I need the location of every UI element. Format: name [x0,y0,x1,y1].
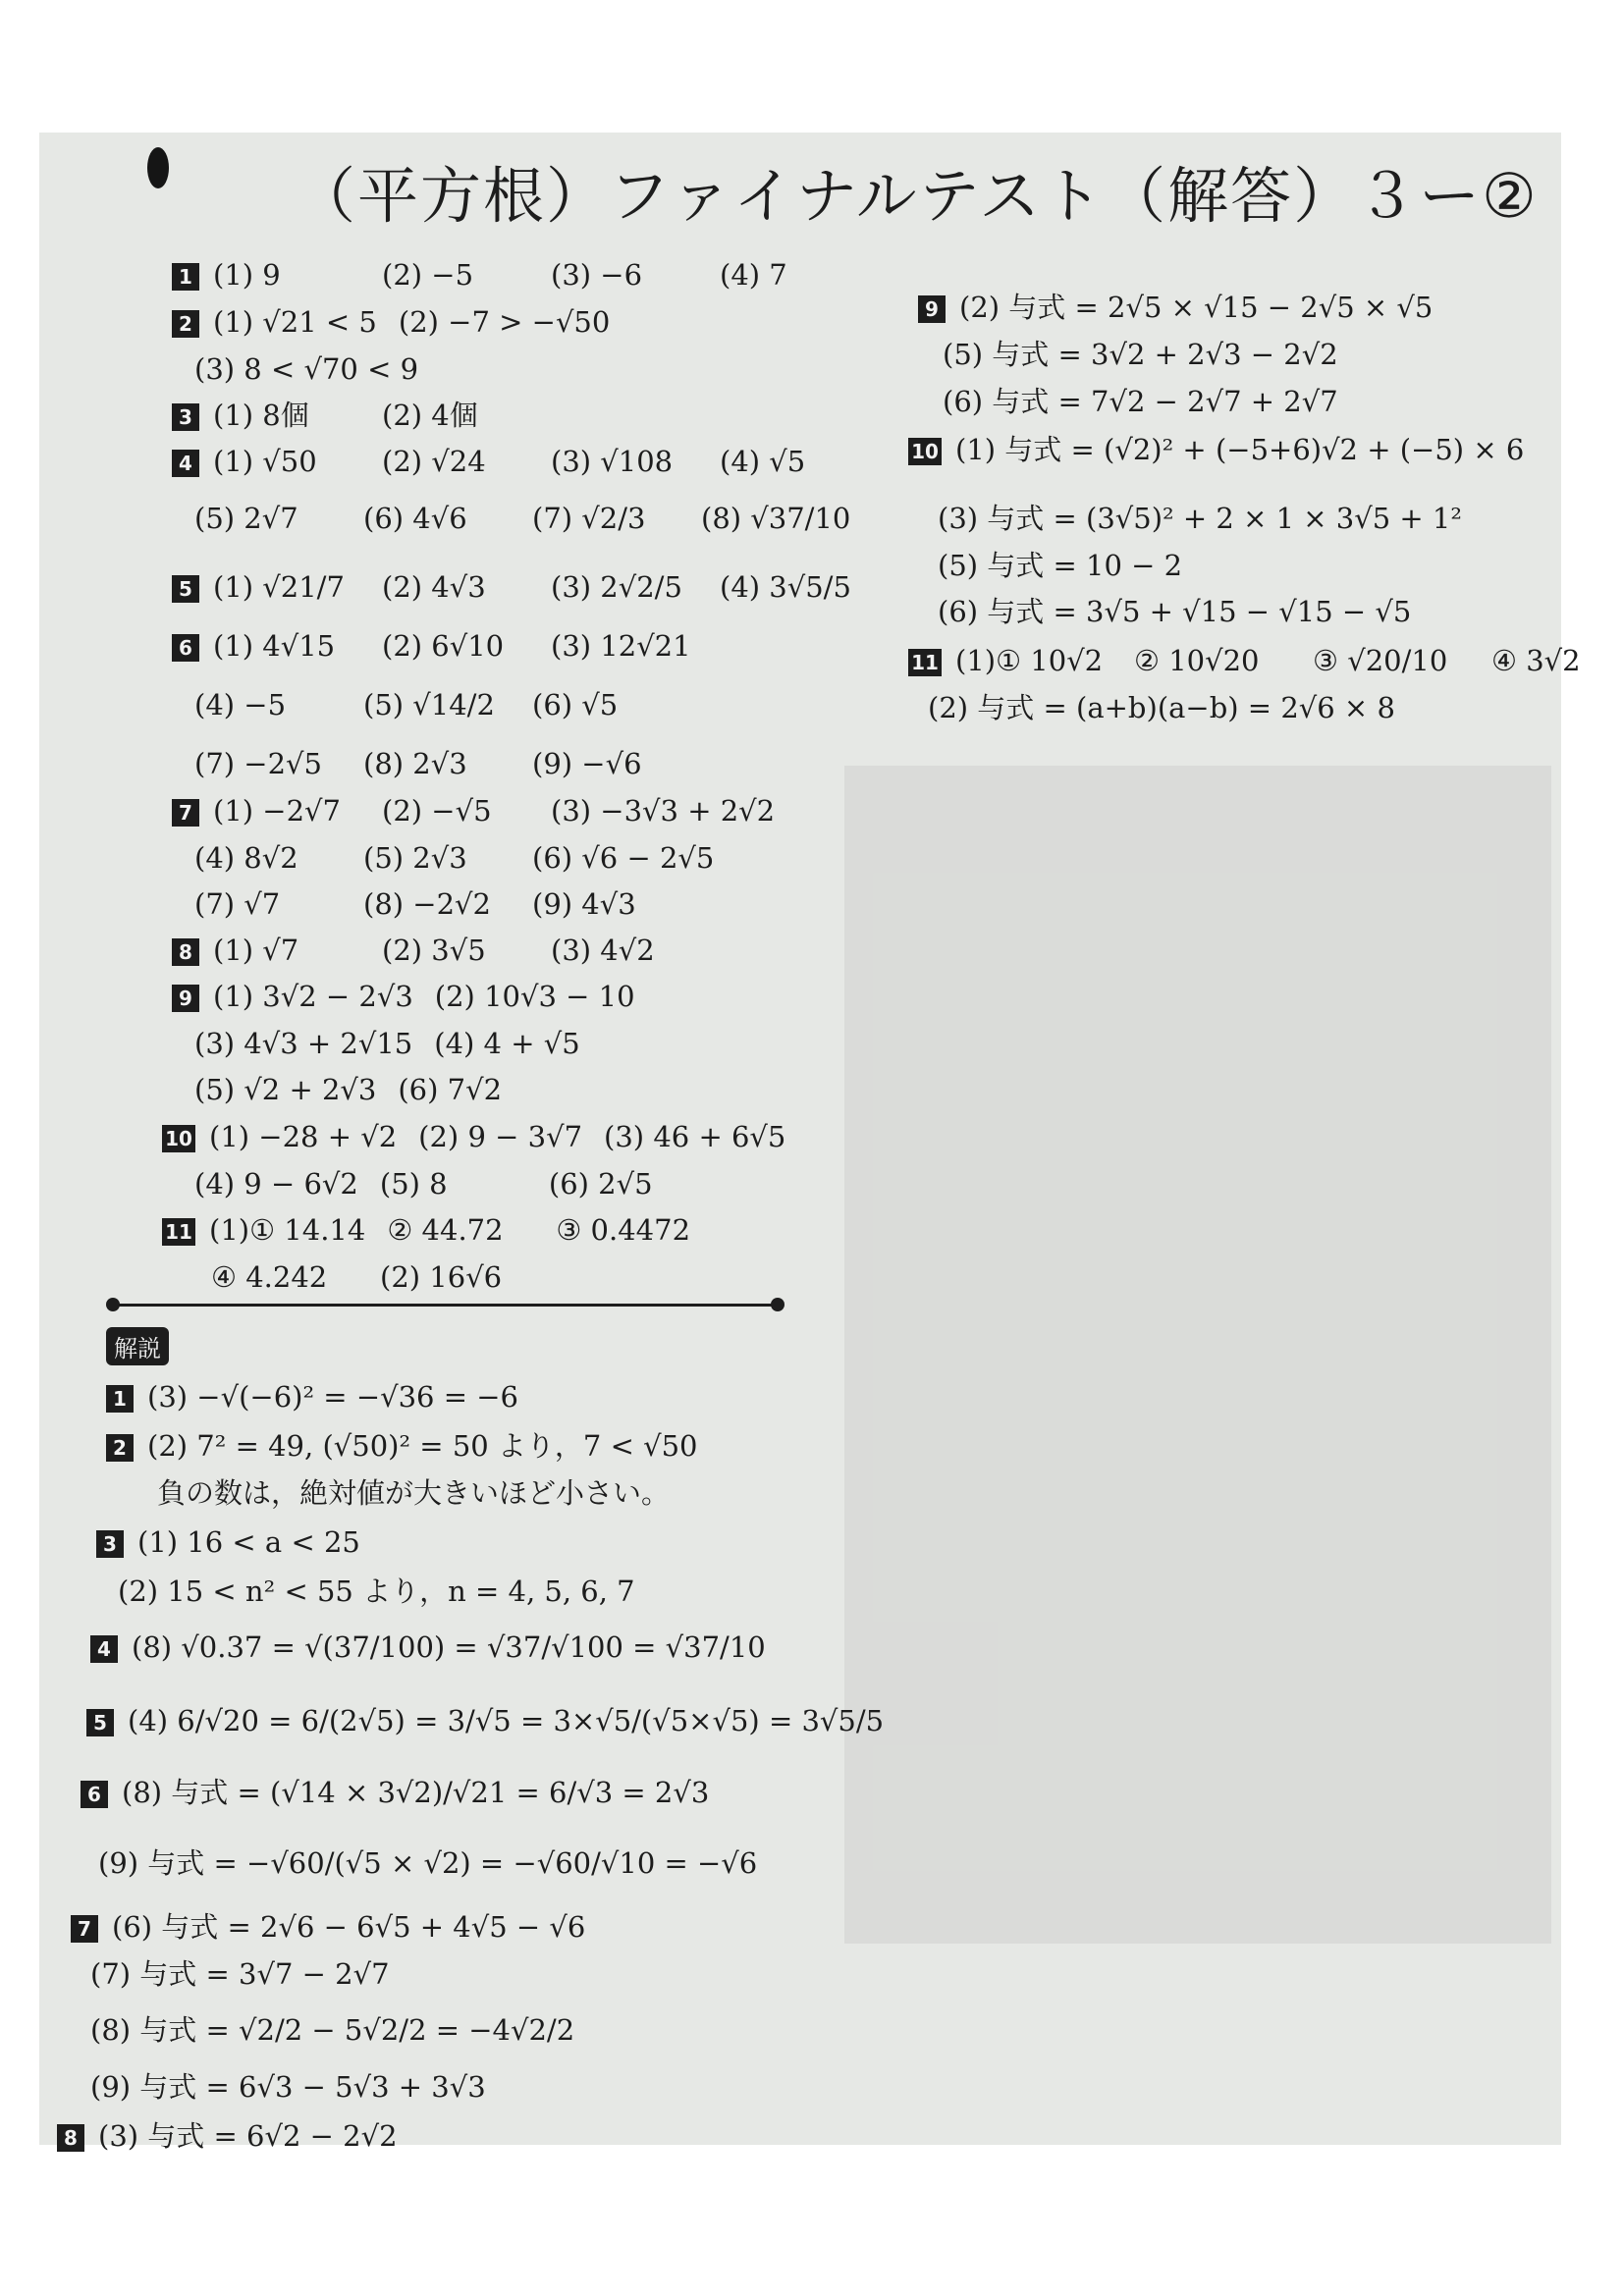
explanation-text: (3) 与式 = 6√2 − 2√2 [98,2119,398,2153]
problem-number: 3 [172,403,199,431]
problem-number: 3 [96,1530,124,1558]
answer-item: ③ √20/10 [1313,644,1448,677]
answer-item: (6) √5 [532,688,619,721]
explanation-line [106,1428,698,1464]
problem-number: 2 [172,310,199,338]
explanation-text: (1) 16 < a < 25 [137,1525,360,1559]
answer-item: (6) √6 − 2√5 [532,841,715,875]
answer-item: (2) 4√3 [382,570,486,604]
answer-item: ③ 0.4472 [556,1213,691,1247]
explanation-line [90,2069,486,2105]
answer-row [172,398,551,433]
answer-row [194,840,735,876]
answer-row [943,337,1360,372]
problem-number: 5 [172,575,199,603]
answer-item: (2) 与式 = 2√5 × √15 − 2√5 × √5 [959,291,1434,324]
problem-number: 6 [81,1781,108,1808]
answer-item: (7) √2/3 [532,502,646,535]
answer-item: (4) −5 [194,688,287,721]
answer-row [172,444,889,479]
explanation-line [71,1909,585,1945]
kaisetsu-label: 解説 [106,1327,169,1365]
answer-item: (1) 与式 = (√2)² + (−5+6)√2 + (−5) × 6 [955,433,1525,466]
answer-item: (6) 2√5 [548,1167,653,1201]
answer-row [194,886,701,922]
problem-number: 1 [172,263,199,291]
answer-item: (5) 与式 = 3√2 + 2√3 − 2√2 [943,338,1338,371]
answer-item: (3) 4√2 [551,934,655,967]
explanation-text: (9) 与式 = −√60/(√5 × √2) = −√60/√10 = −√6 [98,1846,758,1880]
answer-item: (1) −28 + √2 [209,1120,398,1153]
answer-item: (1) −2√7 [213,794,341,828]
answer-item: (6) 与式 = 7√2 − 2√7 + 2√7 [943,385,1338,418]
divider-dot-left [106,1298,120,1311]
answer-row [211,1259,549,1295]
answer-item: (4) 8√2 [194,841,298,875]
explanation-line [118,1574,635,1609]
answer-row [943,384,1360,419]
answer-item: (1) 4√15 [213,629,336,663]
answer-row [172,257,889,293]
answer-row [162,1212,725,1248]
answer-item: (3) 与式 = (3√5)² + 2 × 1 × 3√5 + 1² [938,502,1462,535]
section-divider [113,1304,774,1307]
answer-row [908,432,1545,467]
explanation-text: (3) −√(−6)² = −√36 = −6 [147,1380,518,1414]
answer-item: (3) −3√3 + 2√2 [551,794,776,828]
answer-item: (2) √24 [382,445,486,478]
answer-item: (8) √37/10 [701,502,851,535]
answer-item: (4) 3√5/5 [720,570,851,604]
explanation-line [57,2118,398,2154]
answer-item: (2) 与式 = (a+b)(a−b) = 2√6 × 8 [928,691,1395,724]
answer-row [194,1072,567,1107]
answer-item: (1) √21/7 [213,570,345,604]
answer-row [172,979,657,1014]
answer-item: (6) 7√2 [398,1073,503,1106]
explanation-text: (8) 与式 = √2/2 − 5√2/2 = −4√2/2 [90,2013,575,2047]
answer-item: (2) 9 − 3√7 [418,1120,583,1153]
answer-row [194,746,701,781]
answer-item: (3) −6 [551,258,643,292]
answer-item: (4) 7 [720,258,787,292]
explanation-text: (9) 与式 = 6√3 − 5√3 + 3√3 [90,2070,486,2104]
answer-item: ② 44.72 [387,1213,504,1247]
problem-number: 4 [172,450,199,477]
answer-item: (1) √50 [213,445,317,478]
problem-number: 11 [162,1218,195,1246]
answer-item: (8) 2√3 [363,747,467,780]
answer-item: (3) 4√3 + 2√15 [194,1027,413,1060]
problem-number: 1 [106,1385,134,1413]
problem-number: 9 [918,295,946,323]
answer-item: (1) √7 [213,934,299,967]
answer-item: (5) √14/2 [363,688,495,721]
answer-item: ② 10√20 [1134,644,1260,677]
answer-item: (4) 4 + √5 [434,1027,580,1060]
problem-number: 10 [908,438,942,465]
answer-item: (2) 6√10 [382,629,505,663]
explanation-line [90,2012,574,2048]
answer-row [928,690,1417,725]
answer-row [918,290,1454,325]
answer-item: (4) √5 [720,445,806,478]
explanation-line [98,1845,757,1881]
explanation-line [81,1775,709,1810]
problem-number: 7 [71,1915,98,1943]
problem-number: 4 [90,1635,118,1663]
answer-row [194,1166,718,1201]
answer-item: (4) 9 − 6√2 [194,1167,358,1201]
explanation-text: (4) 6/√20 = 6/(2√5) = 3/√5 = 3×√5/(√5×√5) = 3√5/5 [128,1704,885,1737]
kaisetsu-badge [106,1327,169,1365]
answer-item: (1) √21 < 5 [213,305,377,339]
explanation-line [90,1629,766,1665]
answer-item: (3) √108 [551,445,674,478]
problem-number: 2 [106,1434,134,1462]
answer-row [172,304,631,340]
answer-item: (5) 2√3 [363,841,467,875]
answer-item: (5) 2√7 [194,502,298,535]
answer-item: (9) 4√3 [532,887,636,921]
problem-number: 7 [172,799,199,827]
page-title: （平方根）ファイナルテスト（解答）３ー② [295,160,1539,232]
answer-row [938,594,1433,629]
answer-item: (2) −√5 [382,794,492,828]
problem-number: 10 [162,1125,195,1152]
answer-item: (6) 4√6 [363,502,467,535]
answer-item: (2) 3√5 [382,934,486,967]
answer-item: (6) 与式 = 3√5 + √15 − √15 − √5 [938,595,1412,628]
problem-number: 6 [172,634,199,662]
answer-item: (1) 8個 [213,399,309,432]
explanation-line [106,1379,518,1415]
divider-dot-right [771,1298,784,1311]
answer-item: (7) −2√5 [194,747,322,780]
explanation-line [157,1475,670,1511]
answer-item: (1) 3√2 − 2√3 [213,980,413,1013]
explanation-text: (8) 与式 = (√14 × 3√2)/√21 = 6/√3 = 2√3 [122,1776,710,1809]
answer-item: ④ 3√2 [1491,644,1581,677]
answer-row [172,793,796,828]
answer-item: (8) −2√2 [363,887,491,921]
problem-number: 8 [172,938,199,966]
explanation-line [96,1524,360,1560]
answer-item: (2) 10√3 − 10 [434,980,635,1013]
explanation-text: (2) 15 < n² < 55 より，n = 4, 5, 6, 7 [118,1575,635,1608]
answer-item: (5) 与式 = 10 − 2 [938,549,1183,582]
answer-item: (5) 8 [379,1167,448,1201]
answer-item: (5) √2 + 2√3 [194,1073,377,1106]
answer-item: (3) 46 + 6√5 [604,1120,786,1153]
problem-number: 9 [172,985,199,1012]
answer-row [172,933,720,968]
answer-row [194,1026,603,1061]
answer-item: (1) 9 [213,258,281,292]
answer-row [938,501,1484,536]
answer-item: (3) 8 < √70 < 9 [194,352,419,386]
explanation-text: (6) 与式 = 2√6 − 6√5 + 4√5 − √6 [112,1910,586,1944]
answer-item: (2) 4個 [382,399,478,432]
answer-item: (2) 16√6 [380,1260,503,1294]
explanation-text: (2) 7² = 49, (√50)² = 50 より，7 < √50 [147,1429,698,1463]
answer-row [194,501,872,536]
binder-ring [147,147,169,188]
explanation-text: (7) 与式 = 3√7 − 2√7 [90,1957,390,1991]
answer-item: (3) 2√2/5 [551,570,682,604]
problem-number: 11 [908,649,942,676]
answer-row [194,687,701,722]
answer-item: (3) 12√21 [551,629,691,663]
answer-item: ④ 4.242 [211,1260,328,1294]
answer-row [172,628,720,664]
answer-item: (9) −√6 [532,747,642,780]
answer-row [162,1119,807,1154]
problem-number: 8 [57,2124,84,2152]
answer-row [194,351,440,387]
answer-item: (1)① 14.14 [209,1213,366,1247]
explanation-line [86,1703,884,1738]
answer-item: (7) √7 [194,887,281,921]
answer-row [908,643,1623,678]
answer-row [172,569,889,605]
bleed-through-area [844,766,1551,1944]
answer-item: (2) −5 [382,258,474,292]
explanation-line [90,1956,390,1992]
answer-item: (2) −7 > −√50 [398,305,611,339]
answer-item: (1)① 10√2 [955,644,1104,677]
explanation-text: (8) √0.37 = √(37/100) = √37/√100 = √37/10 [132,1630,766,1664]
answer-row [938,548,1204,583]
explanation-text: 負の数は，絶対値が大きいほど小さい。 [157,1476,671,1510]
problem-number: 5 [86,1709,114,1736]
